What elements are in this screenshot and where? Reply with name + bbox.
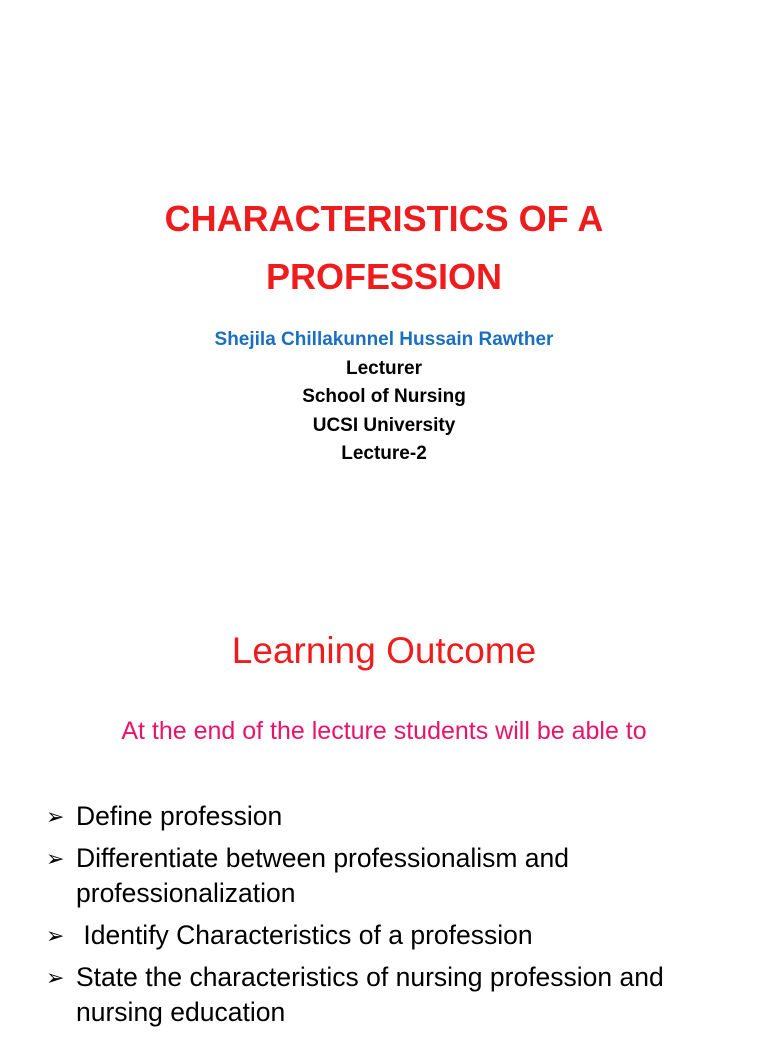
outcome-item <box>46 918 746 953</box>
author-name: Shejila Chillakunnel Hussain Rawther <box>214 329 554 350</box>
learning-outcome-intro: At the end of the lecture students will be able to <box>121 717 647 745</box>
arrow-bullet-icon: ➢ <box>46 965 65 990</box>
outcome-text: Identify Characteristics of a profession <box>76 920 533 950</box>
arrow-bullet-icon: ➢ <box>46 846 65 871</box>
slide-title-line-2: PROFESSION <box>265 256 503 297</box>
outcome-item <box>46 799 746 834</box>
slide-title-line-1: CHARACTERISTICS OF A <box>164 198 604 239</box>
arrow-bullet-icon: ➢ <box>46 923 65 948</box>
lecture-number: Lecture-2 <box>341 443 427 464</box>
outcome-text: State the characteristics of nursing profession and nursing education <box>76 962 664 1027</box>
learning-outcome-heading: Learning Outcome <box>231 630 537 671</box>
arrow-bullet-icon: ➢ <box>46 804 65 829</box>
outcome-text: Define profession <box>76 801 283 831</box>
author-info <box>0 326 768 469</box>
outcome-list <box>46 799 746 1037</box>
outcome-text: Differentiate between professionalism and professionalization <box>76 843 569 908</box>
slide-title <box>0 190 768 306</box>
author-institution: UCSI University <box>312 414 456 436</box>
outcome-item <box>46 960 746 1030</box>
author-department: School of Nursing <box>302 386 466 407</box>
author-role: Lecturer <box>345 357 423 379</box>
outcome-item <box>46 841 746 911</box>
